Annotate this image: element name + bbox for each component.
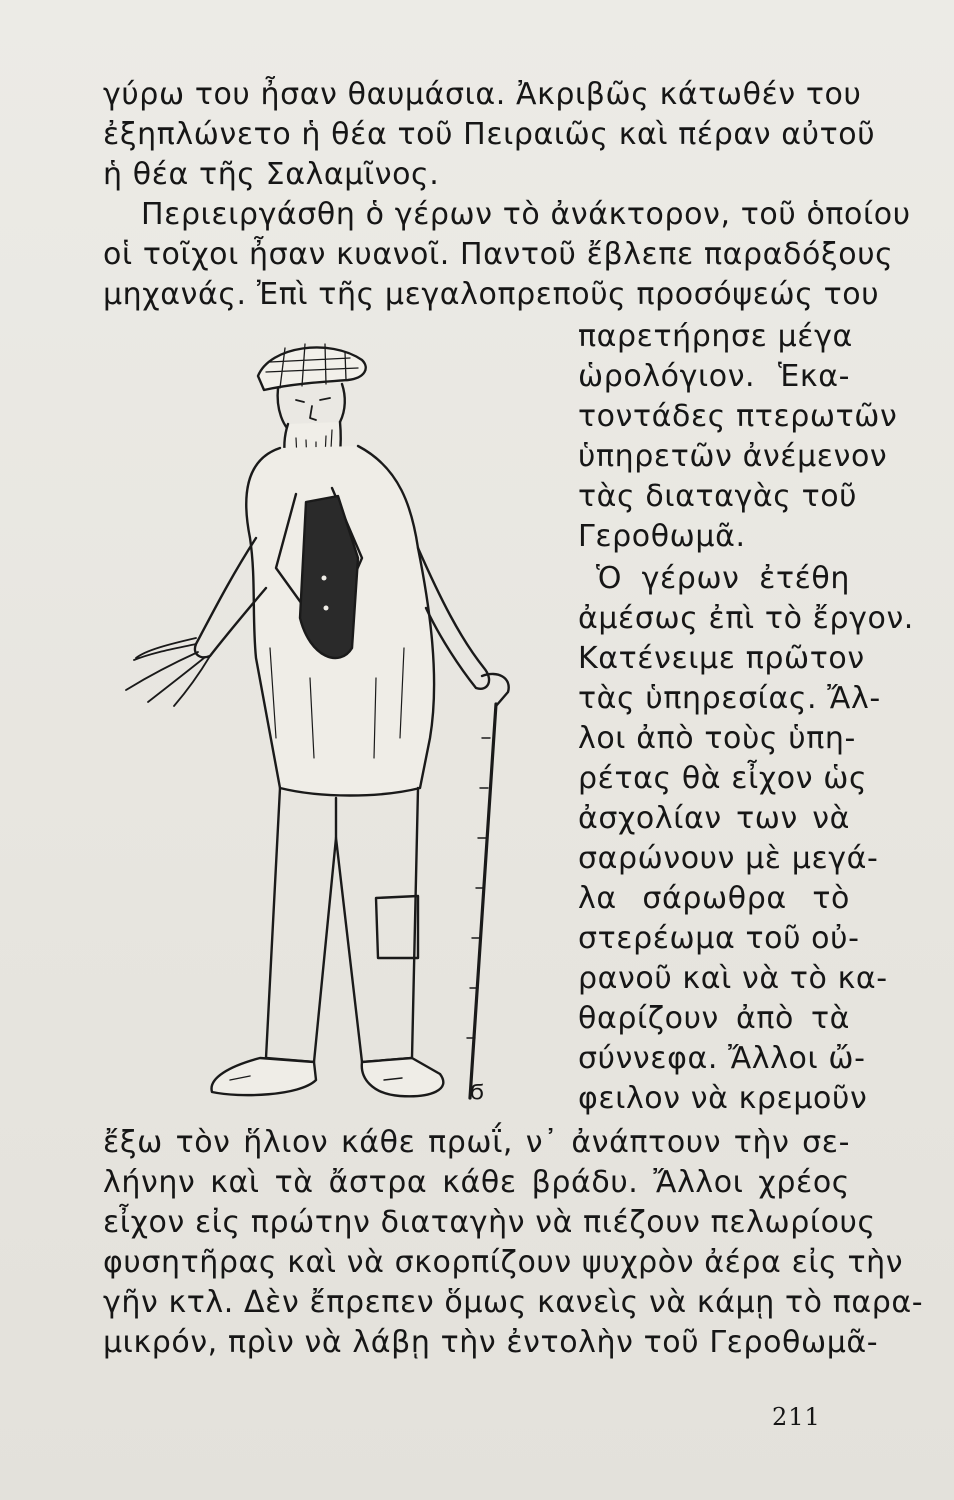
text-line: ρανοῦ καὶ νὰ τὸ κα- [578,961,888,996]
text-line: ἔξω τὸν ἥλιον κάθε πρωΐ, ν᾿ ἀνάπτουν τὴν σε- [103,1125,850,1160]
text-line: εἶχον εἰς πρώτην διαταγὴν νὰ πιέζουν πελωρίους [103,1205,876,1240]
text-line: τὰς διαταγὰς τοῦ [578,479,858,514]
text-line: ἀμέσως ἐπὶ τὸ ἔργον. [578,601,914,636]
text-line: λήνην καὶ τὰ ἄστρα κάθε βράδυ. Ἄλλοι χρέος [103,1165,850,1200]
text-line: Κατένειμε πρῶτον [578,641,865,676]
text-line: Ὁ γέρων ἐτέθη [596,561,850,596]
text-line: μικρόν, πρὶν νὰ λάβῃ τὴν ἐντολὴν τοῦ Γεροθωμᾶ- [103,1325,879,1360]
text-line: φειλον νὰ κρεμοῦν [578,1081,868,1116]
page-number: 211 [772,1403,821,1431]
text-line: ἐξηπλώνετο ἡ θέα τοῦ Πειραιῶς καὶ πέραν αὐτοῦ [103,117,876,152]
text-line: παρετήρησε μέγα [578,319,853,354]
text-line: μηχανάς. Ἐπὶ τῆς μεγαλοπρεποῦς προσόψεώς του [103,277,880,312]
old-man-illustration [100,318,570,1108]
text-line: Γεροθωμᾶ. [578,519,746,554]
text-line: ὡρολόγιον. Ἑκα- [578,359,850,394]
text-line: ὑπηρετῶν ἀνέμενον [578,439,888,474]
text-line: Περιειργάσθη ὁ γέρων τὸ ἀνάκτορον, τοῦ ὁποίου [141,197,911,232]
text-line: τοντάδες πτερωτῶν [578,399,898,434]
text-line: ἀσχολίαν των νὰ [578,801,850,836]
text-line: θαρίζουν ἀπὸ τὰ [578,1001,850,1036]
text-line: γῆν κτλ. Δὲν ἔπρεπεν ὅμως κανεὶς νὰ κάμῃ τὸ παρα- [103,1285,924,1320]
illustrator-signature: Ϭ [470,1080,484,1104]
text-line: φυσητῆρας καὶ νὰ σκορπίζουν ψυχρὸν ἀέρα εἰς τὴν [103,1245,904,1280]
text-line: λα σάρωθρα τὸ [578,881,850,916]
text-line: ρέτας θὰ εἶχον ὡς [578,761,868,796]
text-line: λοι ἀπὸ τοὺς ὑπη- [578,721,856,756]
text-line: σύννεφα. Ἄλλοι ὤ- [578,1041,866,1076]
text-line: γύρω του ἦσαν θαυμάσια. Ἀκριβῶς κάτωθέν του [103,77,862,112]
text-line: τὰς ὑπηρεσίας. Ἄλ- [578,681,881,716]
text-line: σαρώνουν μὲ μεγά- [578,841,879,876]
text-line: οἱ τοῖχοι ἦσαν κυανοῖ. Παντοῦ ἔβλεπε παραδόξους [103,237,894,272]
text-line: ἡ θέα τῆς Σαλαμῖνος. [103,157,440,192]
text-line: στερέωμα τοῦ οὐ- [578,921,860,956]
